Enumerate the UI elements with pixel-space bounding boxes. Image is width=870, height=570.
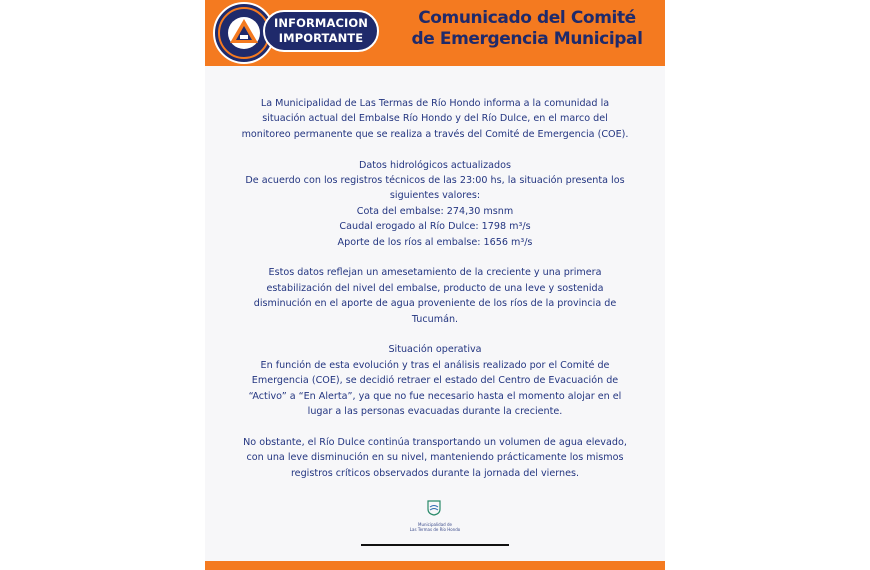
text-line: registros críticos observados durante la jornada del viernes.: [290, 467, 580, 479]
text-line: La Municipalidad de Las Termas de Río Hondo informa a la comunidad la: [260, 98, 610, 109]
text-line: monitoreo permanente que se realiza a través del Comité de Emergencia (COE).: [241, 128, 629, 140]
intro-paragraph: [205, 96, 665, 142]
text-line: estabilización del nivel del embalse, producto de una leve y sostenida: [266, 282, 604, 294]
reservoir-level: Cota del embalse: 274,30 msnm: [356, 205, 514, 217]
text-line: No obstante, el Río Dulce continúa transportando un volumen de agua elevado,: [243, 436, 627, 448]
municipality-logo: [403, 500, 467, 536]
title-line-1: Comunicado del Comité: [418, 8, 636, 28]
text-line: situación actual del Embalse Río Hondo y del Río Dulce, en el marco del: [262, 113, 608, 125]
communique-page: [205, 0, 665, 570]
footer-divider: [361, 544, 509, 546]
badge-line-1: INFORMACION: [274, 16, 368, 30]
analysis-paragraph: [205, 265, 665, 327]
bottom-orange-bar: [205, 561, 665, 570]
operations-heading: Situación operativa: [388, 344, 482, 356]
text-line: con una leve disminución en su nivel, manteniendo prácticamente los mismos: [246, 452, 624, 464]
text-line: siguientes valores:: [389, 190, 481, 202]
text-line: “Activo” a “En Alerta”, ya que no fue necesario hasta el momento alojar en el: [248, 390, 622, 402]
text-line: disminución en el aporte de agua proveniente de los ríos de la provincia de: [253, 298, 617, 310]
closing-paragraph: [205, 435, 665, 481]
logo-caption: [403, 522, 467, 532]
important-info-badge: [263, 10, 379, 52]
outflow-rate: Caudal erogado al Río Dulce: 1798 m³/s: [339, 221, 531, 233]
communique-body: [205, 96, 665, 481]
municipality-emblem-icon: [427, 500, 441, 516]
header-banner: [205, 0, 665, 66]
hydro-section: [205, 158, 665, 250]
text-line: En función de esta evolución y tras el análisis realizado por el Comité de: [260, 359, 610, 371]
text-line: Emergencia (COE), se decidió retraer el estado del Centro de Evacuación de: [251, 375, 619, 387]
text-line: De acuerdo con los registros técnicos de las 23:00 hs, la situación presenta los: [245, 175, 625, 187]
hydro-heading: Datos hidrológicos actualizados: [359, 159, 511, 171]
logo-caption-line-1: Municipalidad de: [418, 522, 452, 527]
inflow-rate: Aporte de los ríos al embalse: 1656 m³/s: [337, 236, 533, 248]
operations-section: [205, 342, 665, 419]
badge-line-2: IMPORTANTE: [278, 31, 364, 45]
text-line: lugar a las personas evacuadas durante la creciente.: [307, 406, 563, 418]
text-line: Tucumán.: [411, 313, 459, 325]
logo-caption-line-2: Las Termas de Río Hondo: [409, 527, 461, 532]
text-line: Estos datos reflejan un amesetamiento de la creciente y una primera: [268, 267, 602, 279]
page-title: [391, 8, 663, 50]
title-line-2: de Emergencia Municipal: [411, 29, 643, 49]
